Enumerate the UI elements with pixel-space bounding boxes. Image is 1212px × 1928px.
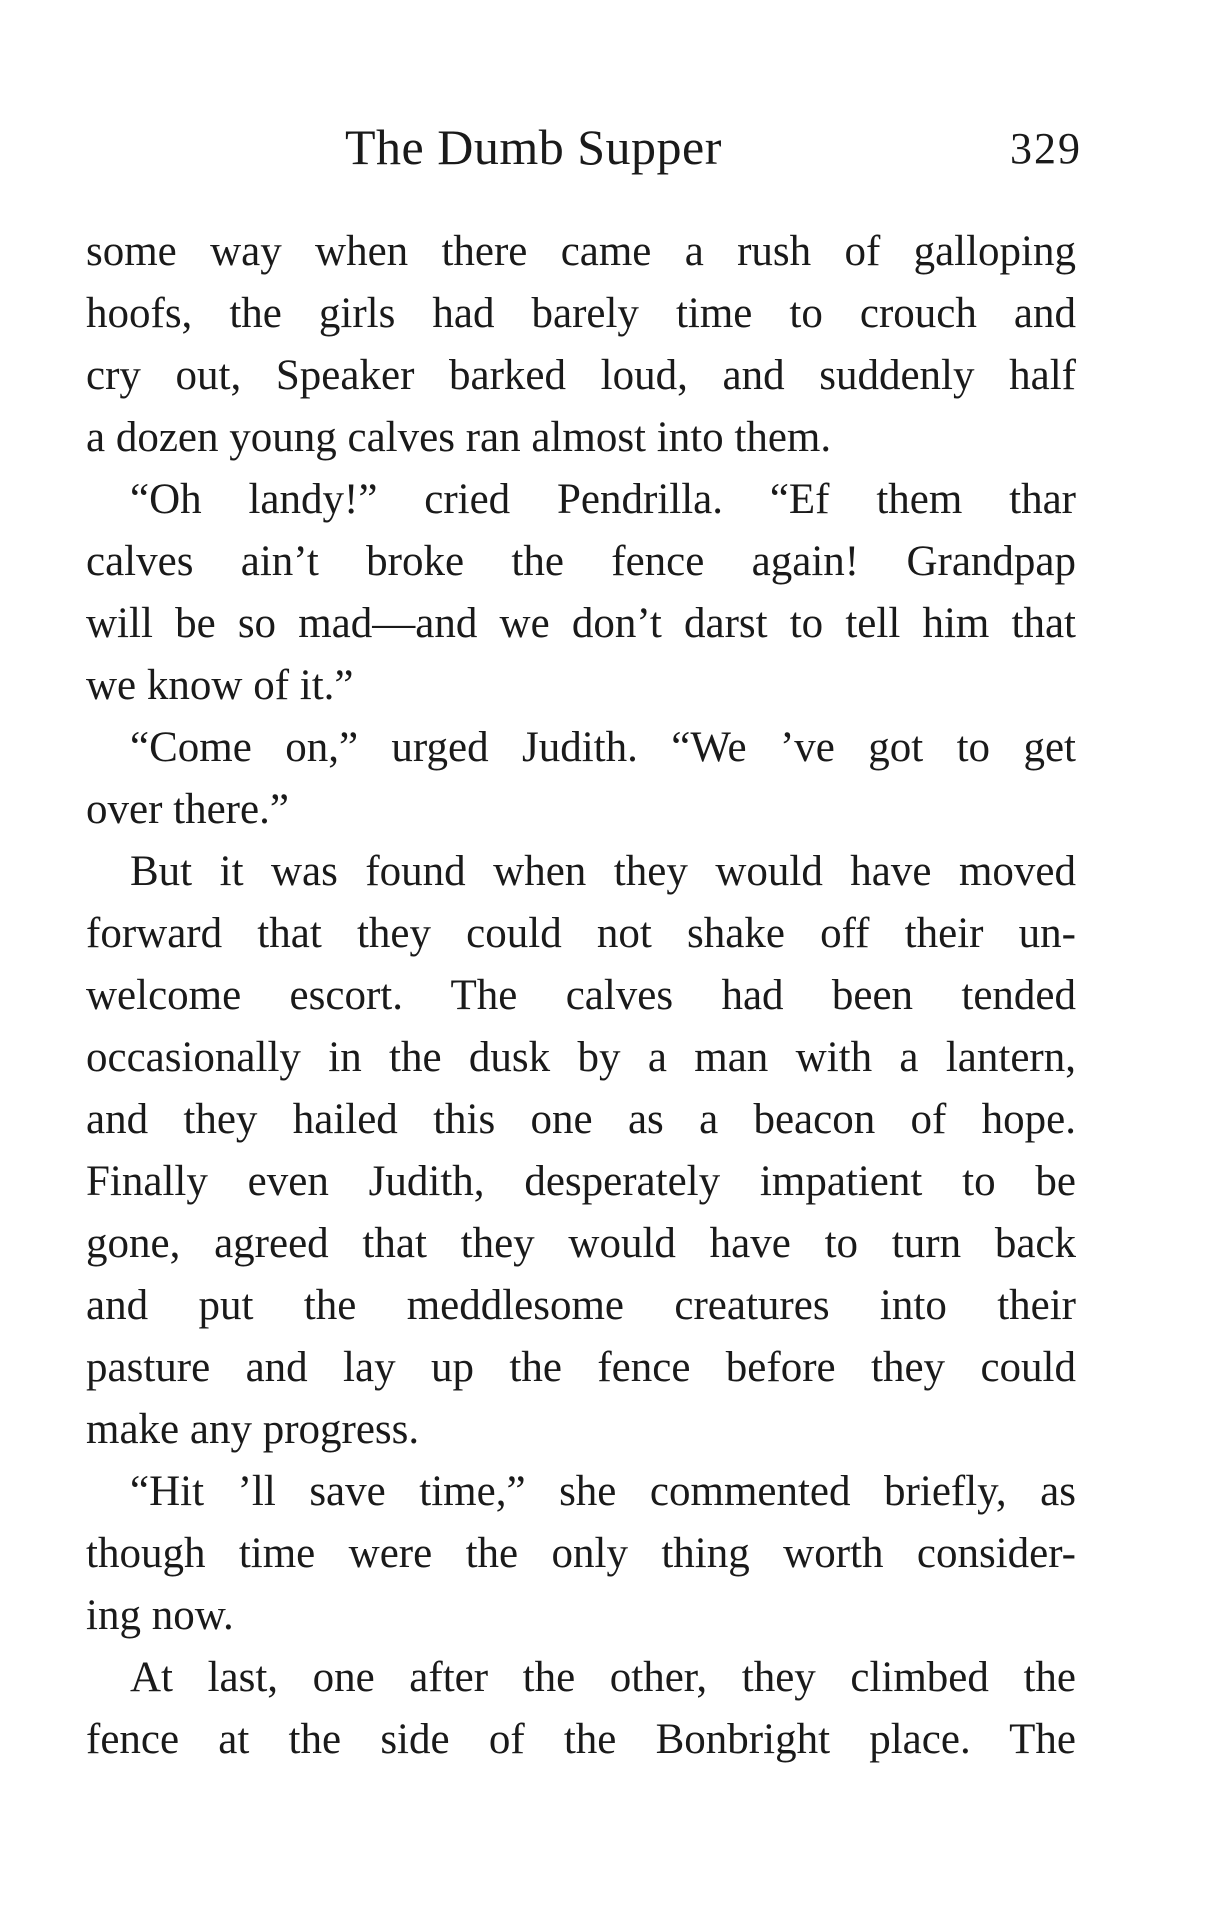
text-line: gone, agreed that they would have to turn back [86, 1220, 1076, 1267]
text-line: over there.” [86, 786, 289, 833]
text-line: and put the meddlesome creatures into their [86, 1282, 1076, 1329]
text-line: occasionally in the dusk by a man with a lantern, [86, 1034, 1076, 1081]
text-line: we know of it.” [86, 662, 354, 709]
text-line: cry out, Speaker barked loud, and suddenly half [86, 352, 1076, 399]
text-line: “Hit ’ll save time,” she commented briefly, as [130, 1468, 1076, 1515]
text-line: forward that they could not shake off their un- [86, 910, 1076, 957]
text-line: But it was found when they would have moved [130, 848, 1076, 895]
text-line: Finally even Judith, desperately impatient to be [86, 1158, 1076, 1205]
text-line: “Oh landy!” cried Pendrilla. “Ef them thar [130, 476, 1076, 523]
text-line: a dozen young calves ran almost into them. [86, 414, 832, 461]
body-text [86, 221, 1076, 1771]
text-line: though time were the only thing worth consider- [86, 1530, 1076, 1577]
text-line: welcome escort. The calves had been tended [86, 972, 1076, 1019]
page-number: 329 [1010, 124, 1082, 173]
text-line: ing now. [86, 1592, 234, 1639]
text-line: “Come on,” urged Judith. “We ’ve got to get [130, 724, 1076, 771]
text-line: some way when there came a rush of galloping [86, 228, 1076, 275]
text-line: will be so mad—and we don’t darst to tell him that [86, 600, 1076, 647]
text-line: calves ain’t broke the fence again! Grandpap [86, 538, 1076, 585]
text-line: At last, one after the other, they climbed the [130, 1654, 1076, 1701]
text-line: and they hailed this one as a beacon of hope. [86, 1096, 1076, 1143]
text-line: hoofs, the girls had barely time to crouch and [86, 290, 1076, 337]
running-title: The Dumb Supper [345, 119, 722, 175]
running-head [0, 112, 1212, 182]
text-line: make any progress. [86, 1406, 420, 1453]
text-line: pasture and lay up the fence before they could [86, 1344, 1076, 1391]
text-line: fence at the side of the Bonbright place. The [86, 1716, 1076, 1763]
